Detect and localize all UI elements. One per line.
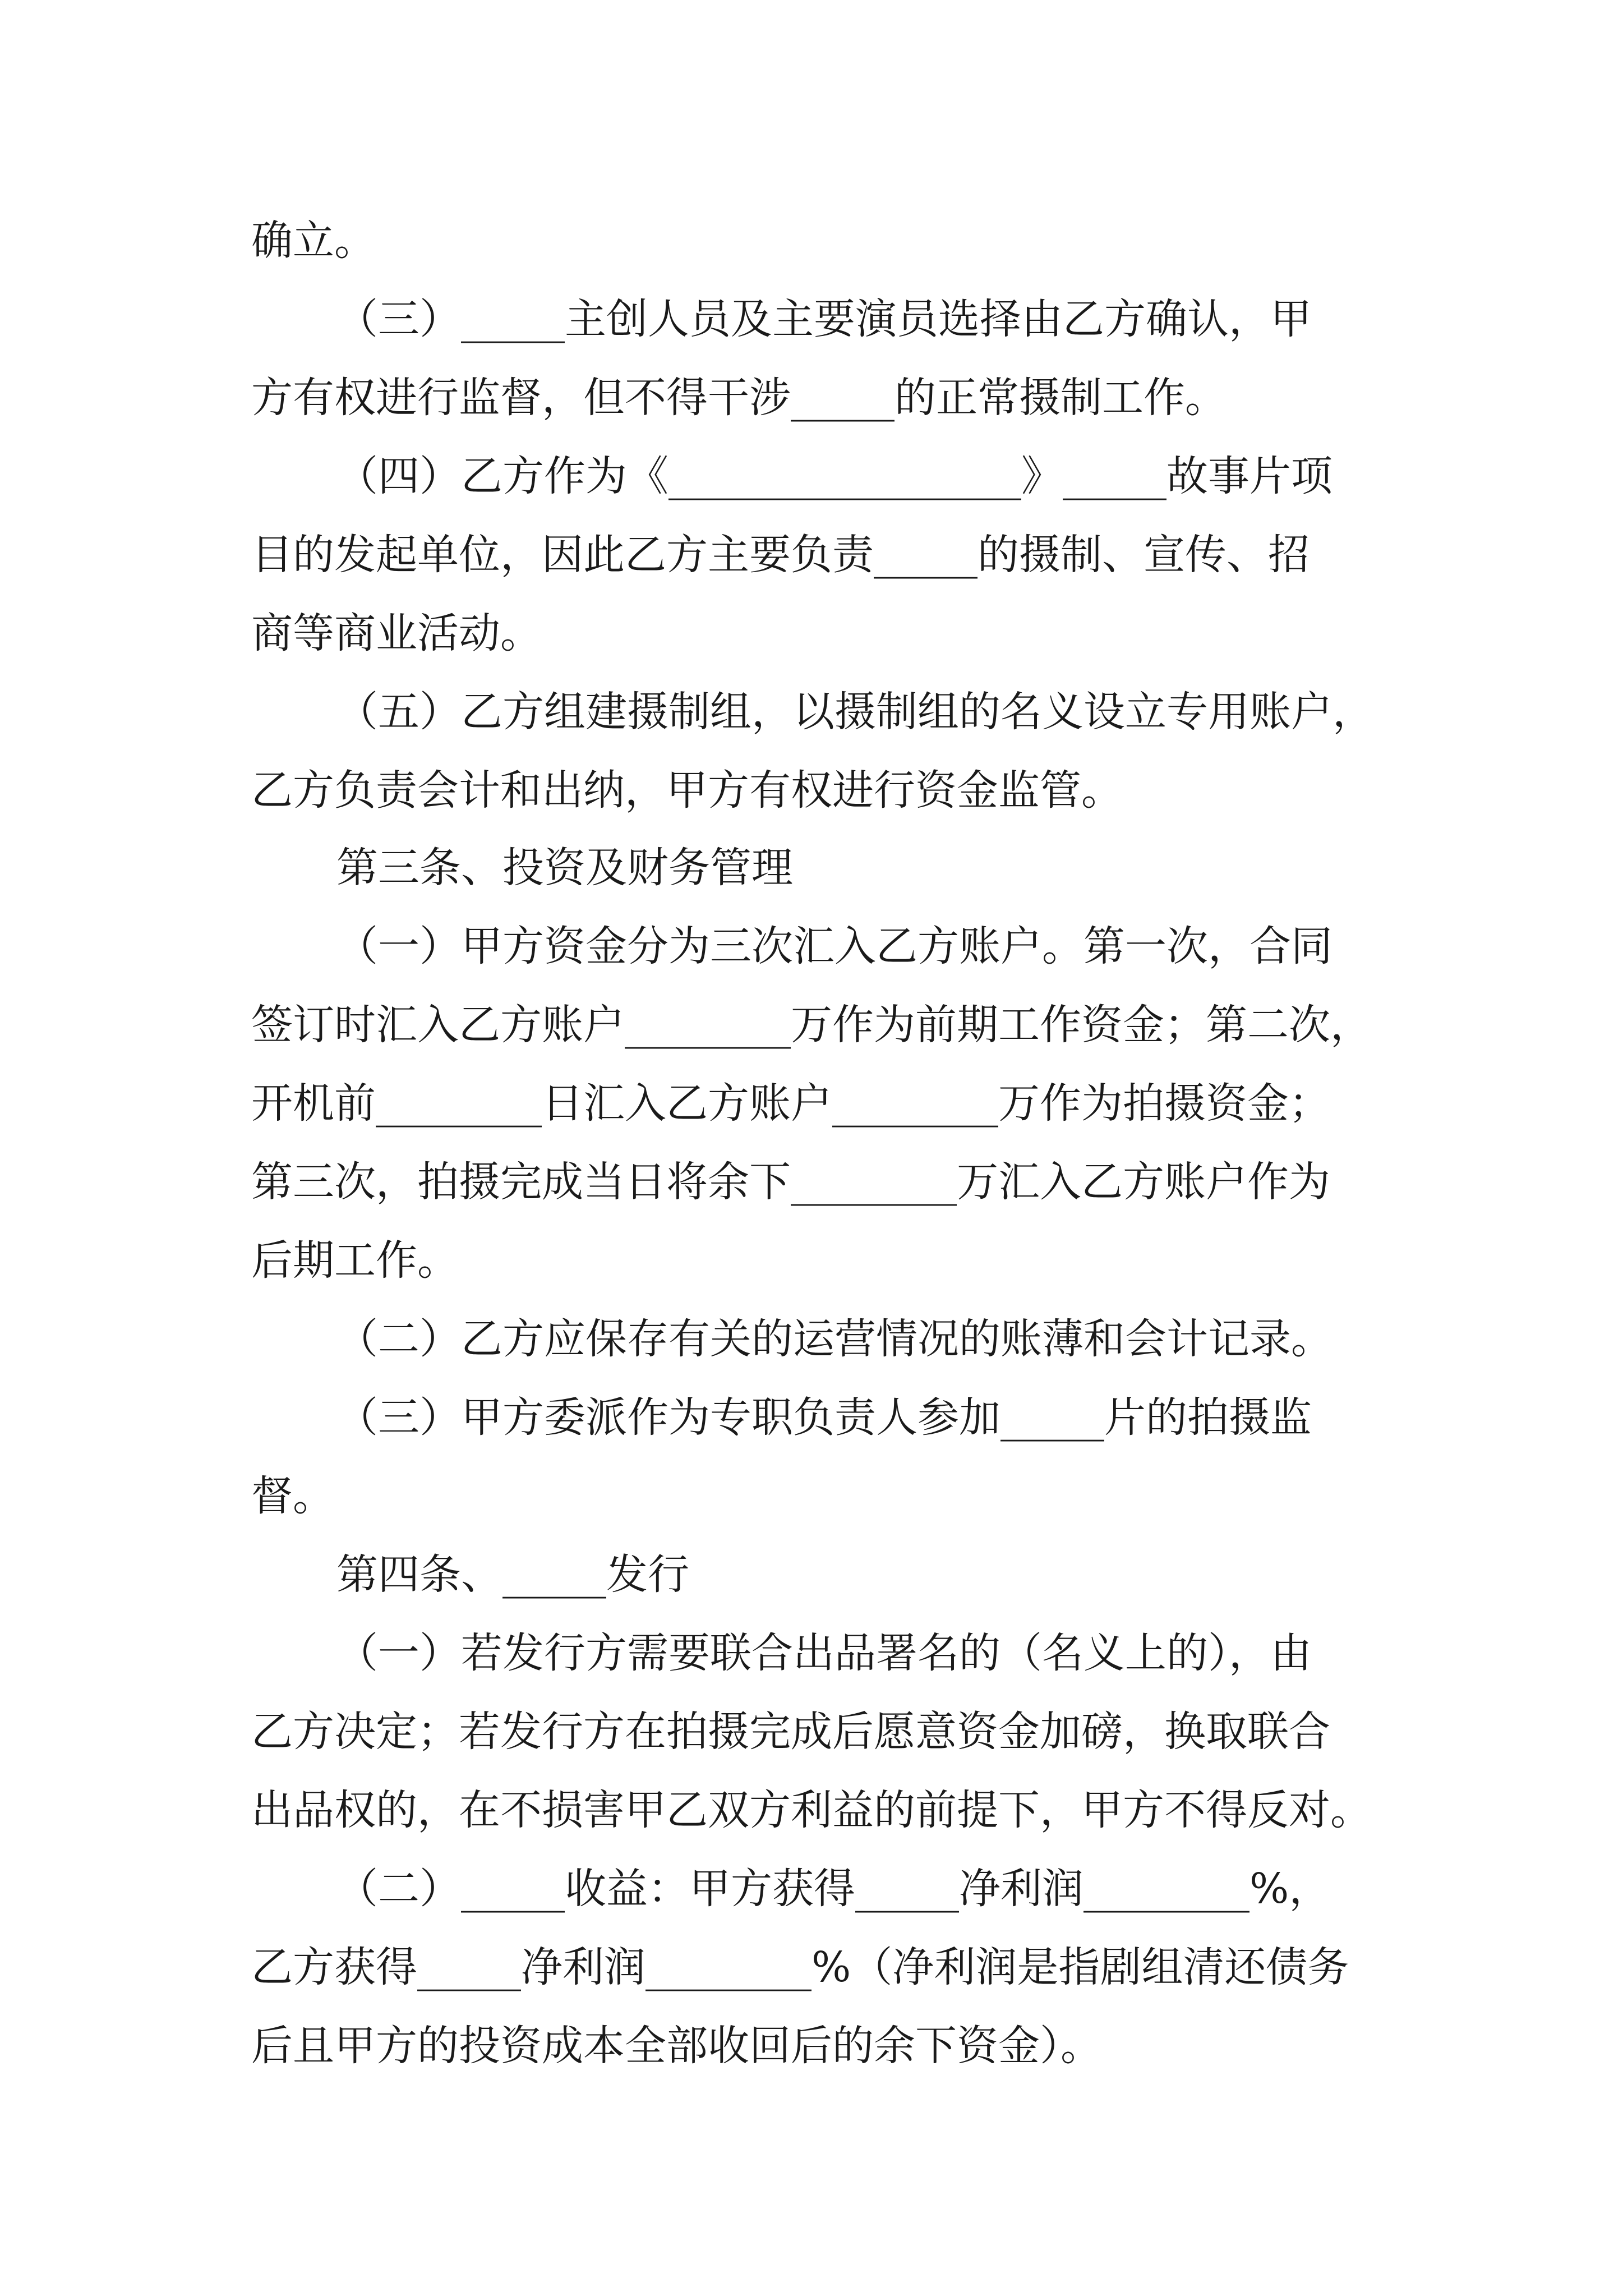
text-line: 商等商业活动。: [251, 609, 542, 657]
text-line: （三）甲方委派作为专职负责人参加_____片的拍摄监: [336, 1393, 1312, 1442]
text-line: 出品权的，在不损害甲乙双方利益的前提下，甲方不得反对。: [251, 1786, 1372, 1834]
text-line: （二）_____收益：甲方获得_____净利润________%，: [336, 1865, 1331, 1913]
text-line: （三）_____主创人员及主要演员选择由乙方确认，甲: [336, 295, 1312, 343]
text-line: 后期工作。: [251, 1236, 459, 1285]
text-line: （五）乙方组建摄制组，以摄制组的名义设立专用账户，: [336, 688, 1374, 736]
text-line: （四）乙方作为《_________________》_____故事片项: [336, 452, 1332, 500]
text-line: 开机前________日汇入乙方账户________万作为拍摄资金；: [251, 1079, 1330, 1128]
text-line: 签订时汇入乙方账户________万作为前期工作资金；第二次，: [251, 1001, 1372, 1049]
text-line: （一）若发行方需要联合出品署名的（名义上的），由: [336, 1629, 1312, 1677]
text-line: 乙方获得_____净利润________%（净利润是指剧组清还债务: [251, 1943, 1349, 1991]
text-line: 乙方决定；若发行方在拍摄完成后愿意资金加磅，换取联合: [251, 1708, 1330, 1756]
text-line: （二）乙方应保存有关的运营情况的账薄和会计记录。: [336, 1315, 1332, 1363]
text-line: 目的发起单位，因此乙方主要负责_____的摄制、宣传、招: [251, 531, 1310, 579]
text-line: 乙方负责会计和出纳，甲方有权进行资金监管。: [251, 766, 1123, 815]
section-heading: 第四条、_____发行: [336, 1550, 689, 1599]
text-line: （一）甲方资金分为三次汇入乙方账户。第一次，合同: [336, 922, 1332, 970]
text-line: 第三次，拍摄完成当日将余下________万汇入乙方账户作为: [251, 1158, 1330, 1206]
text-line: 督。: [251, 1472, 334, 1520]
text-line: 后且甲方的投资成本全部收回后的余下资金）。: [251, 2022, 1102, 2070]
text-line: 确立。: [251, 217, 376, 265]
section-heading: 第三条、投资及财务管理: [336, 844, 793, 892]
text-line: 方有权进行监督，但不得干涉_____的正常摄制工作。: [251, 374, 1227, 422]
